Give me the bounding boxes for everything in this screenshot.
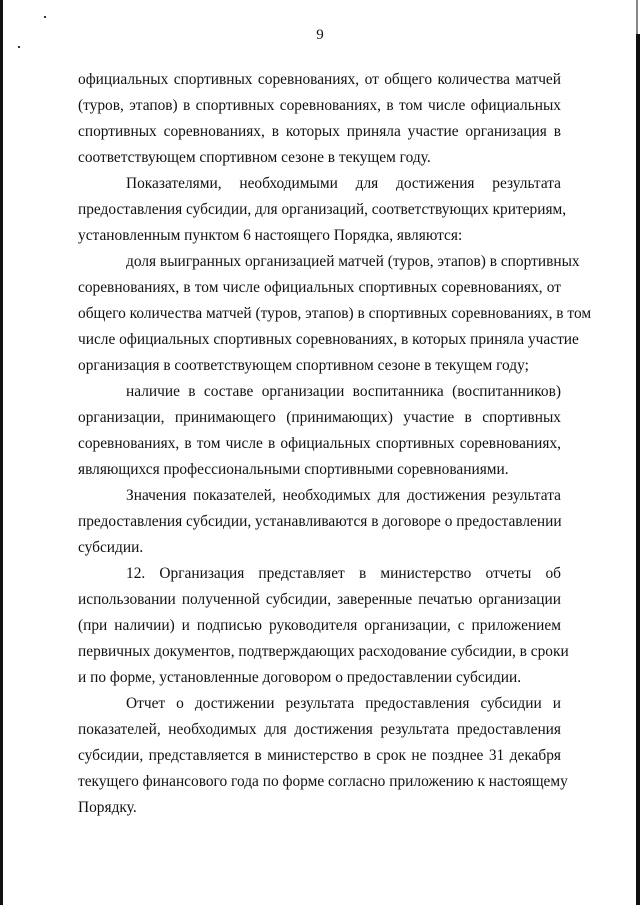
text-line: субсидии. xyxy=(78,539,144,556)
scan-edge-left xyxy=(0,0,3,905)
text-line: Порядку. xyxy=(78,799,137,816)
paragraph xyxy=(78,379,561,483)
paragraph xyxy=(78,171,567,249)
scan-speck xyxy=(18,46,20,48)
text-line: использовании полученной субсидии, заверенные печатью организации xyxy=(78,591,561,608)
text-line: официальных спортивных соревнованиях, от общего количества матчей xyxy=(78,71,561,88)
text-line: установленным пунктом 6 настоящего Порядка, являются: xyxy=(78,227,463,244)
text-line: 12. Организация представляет в министерство отчеты об xyxy=(126,565,561,582)
scan-speck xyxy=(44,16,46,18)
text-line: соревнованиях, в том числе официальных спортивных соревнованиях, от xyxy=(78,279,561,296)
text-line: Значения показателей, необходимых для достижения результата xyxy=(126,487,561,504)
text-line: (при наличии) и подписью руководителя организации, с приложением xyxy=(78,617,561,634)
text-line: соревнованиях, в том числе в официальных спортивных соревнованиях, xyxy=(78,435,561,452)
text-line: текущего финансового года по форме согласно приложению к настоящему xyxy=(78,773,568,790)
text-line: Отчет о достижении результата предоставления субсидии и xyxy=(126,695,561,712)
text-line: наличие в составе организации воспитанника (воспитанников) xyxy=(126,383,561,400)
text-line: доля выигранных организацией матчей (туров, этапов) в спортивных xyxy=(126,253,580,270)
paragraph xyxy=(78,691,568,821)
page-number: 9 xyxy=(316,27,324,43)
text-line: предоставления субсидии, для организаций, соответствующих критериям, xyxy=(78,201,567,218)
text-line: Показателями, необходимыми для достижения результата xyxy=(126,175,561,192)
text-line: организация в соответствующем спортивном сезоне в текущем году; xyxy=(78,357,529,374)
text-line: первичных документов, подтверждающих расходование субсидии, в сроки xyxy=(78,643,569,660)
text-line: организации, принимающего (принимающих) участие в спортивных xyxy=(78,409,561,426)
text-line: спортивных соревнованиях, в которых приняла участие организация в xyxy=(78,123,561,140)
text-line: соответствующем спортивном сезоне в текущем году. xyxy=(78,149,431,166)
text-line: числе официальных спортивных соревнованиях, в которых приняла участие xyxy=(78,331,579,348)
text-line: и по форме, установленные договором о предоставлении субсидии. xyxy=(78,669,522,686)
text-line: субсидии, представляется в министерство в срок не позднее 31 декабря xyxy=(78,747,561,764)
document-body xyxy=(78,67,592,821)
paragraph xyxy=(78,483,561,561)
text-line: (туров, этапов) в спортивных соревнованиях, в том числе официальных xyxy=(78,97,561,114)
scan-edge-right xyxy=(636,34,640,905)
paragraph xyxy=(78,67,561,171)
text-line: предоставления субсидии, устанавливаются в договоре о предоставлении xyxy=(78,513,562,530)
text-line: общего количества матчей (туров, этапов) в спортивных соревнованиях, в том xyxy=(78,305,592,322)
paragraph xyxy=(78,561,569,691)
text-line: являющихся профессиональными спортивными соревнованиями. xyxy=(78,461,509,478)
text-line: показателей, необходимых для достижения результата предоставления xyxy=(78,721,561,738)
paragraph xyxy=(78,249,592,379)
